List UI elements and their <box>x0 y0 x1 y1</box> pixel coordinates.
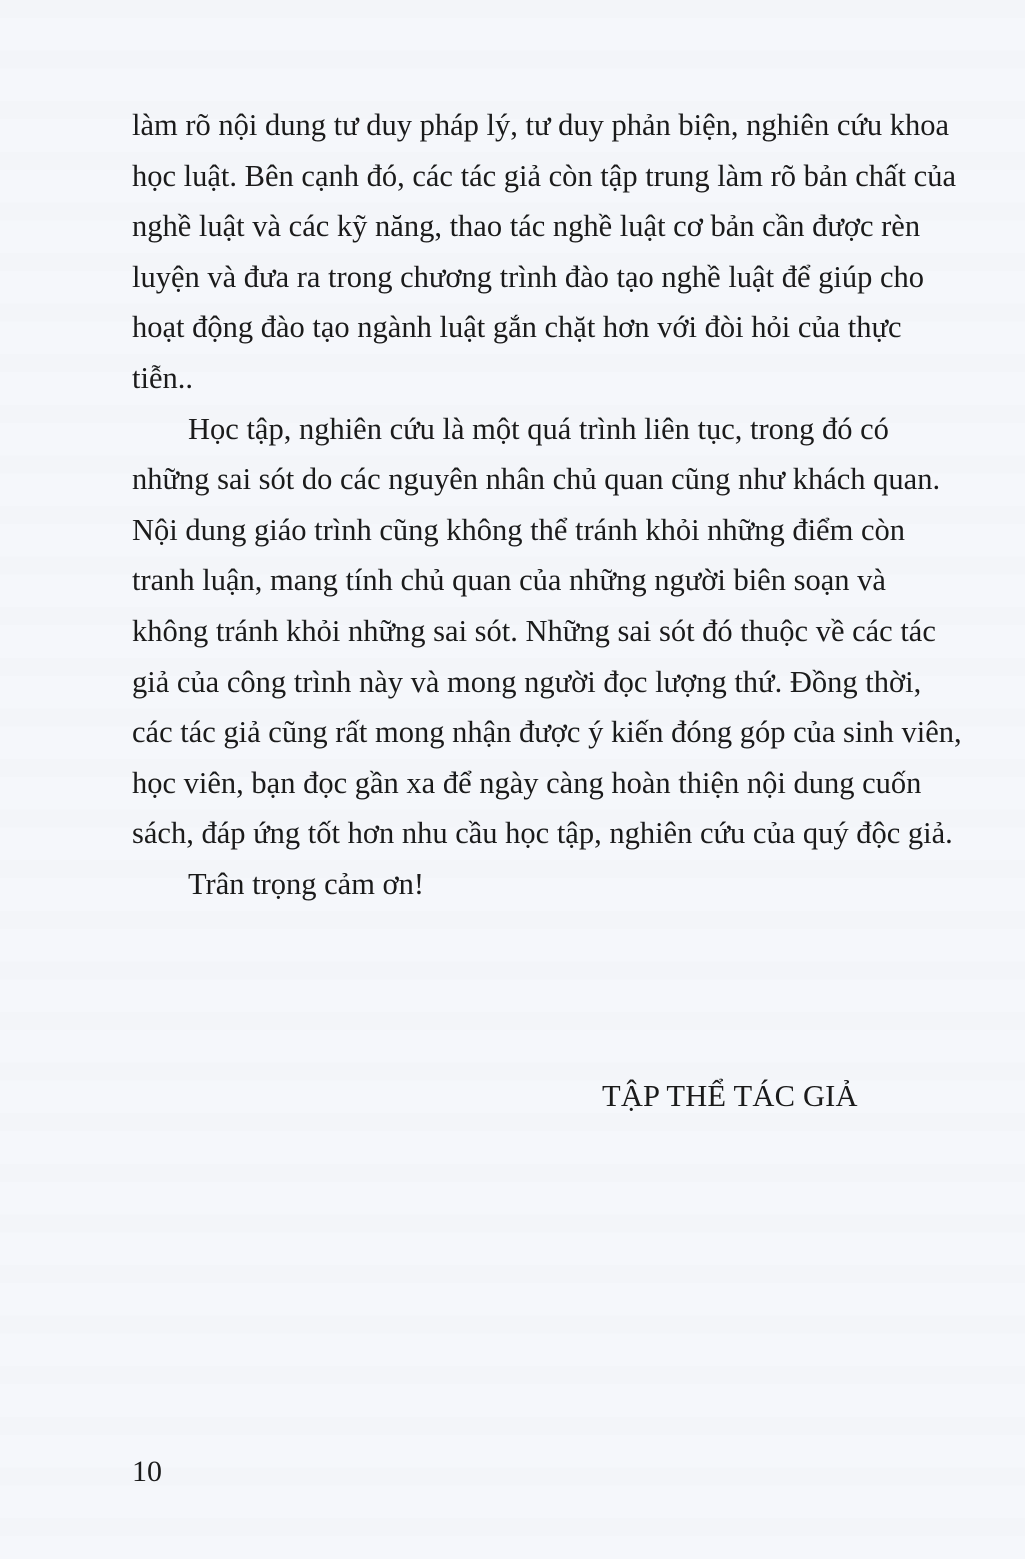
paragraph-errors-notice: Học tập, nghiên cứu là một quá trình liên tục, trong đó có những sai sót do các nguyên nhân chủ quan cũng như khách quan. Nội dung giáo trình cũng không thể tránh khỏi những điểm còn tranh luận, mang tính chủ quan của những người biên soạn và không tránh khỏi những sai sót. Những sai sót đó thuộc về các tác giả của công trình này và mong người đọc lượng thứ. Đồng thời, các tác giả cũng rất mong nhận được ý kiến đóng góp của sinh viên, học viên, bạn đọc gần xa để ngày càng hoàn thiện nội dung cuốn sách, đáp ứng tốt hơn nhu cầu học tập, nghiên cứu của quý độc giả. <box>132 411 962 851</box>
paragraph-continuation: làm rõ nội dung tư duy pháp lý, tư duy phản biện, nghiên cứu khoa học luật. Bên cạnh đó, các tác giả còn tập trung làm rõ bản chất của nghề luật và các kỹ năng, thao tác nghề luật cơ bản cần được rèn luyện và đưa ra trong chương trình đào tạo nghề luật để giúp cho hoạt động đào tạo ngành luật gắn chặt hơn với đòi hỏi của thực tiễn.. <box>132 108 957 395</box>
author-signature: TẬP THỂ TÁC GIẢ <box>602 1079 858 1113</box>
body-text <box>132 100 965 910</box>
paragraph-thanks: Trân trọng cảm ơn! <box>188 866 425 901</box>
page-number: 10 <box>132 1455 162 1488</box>
